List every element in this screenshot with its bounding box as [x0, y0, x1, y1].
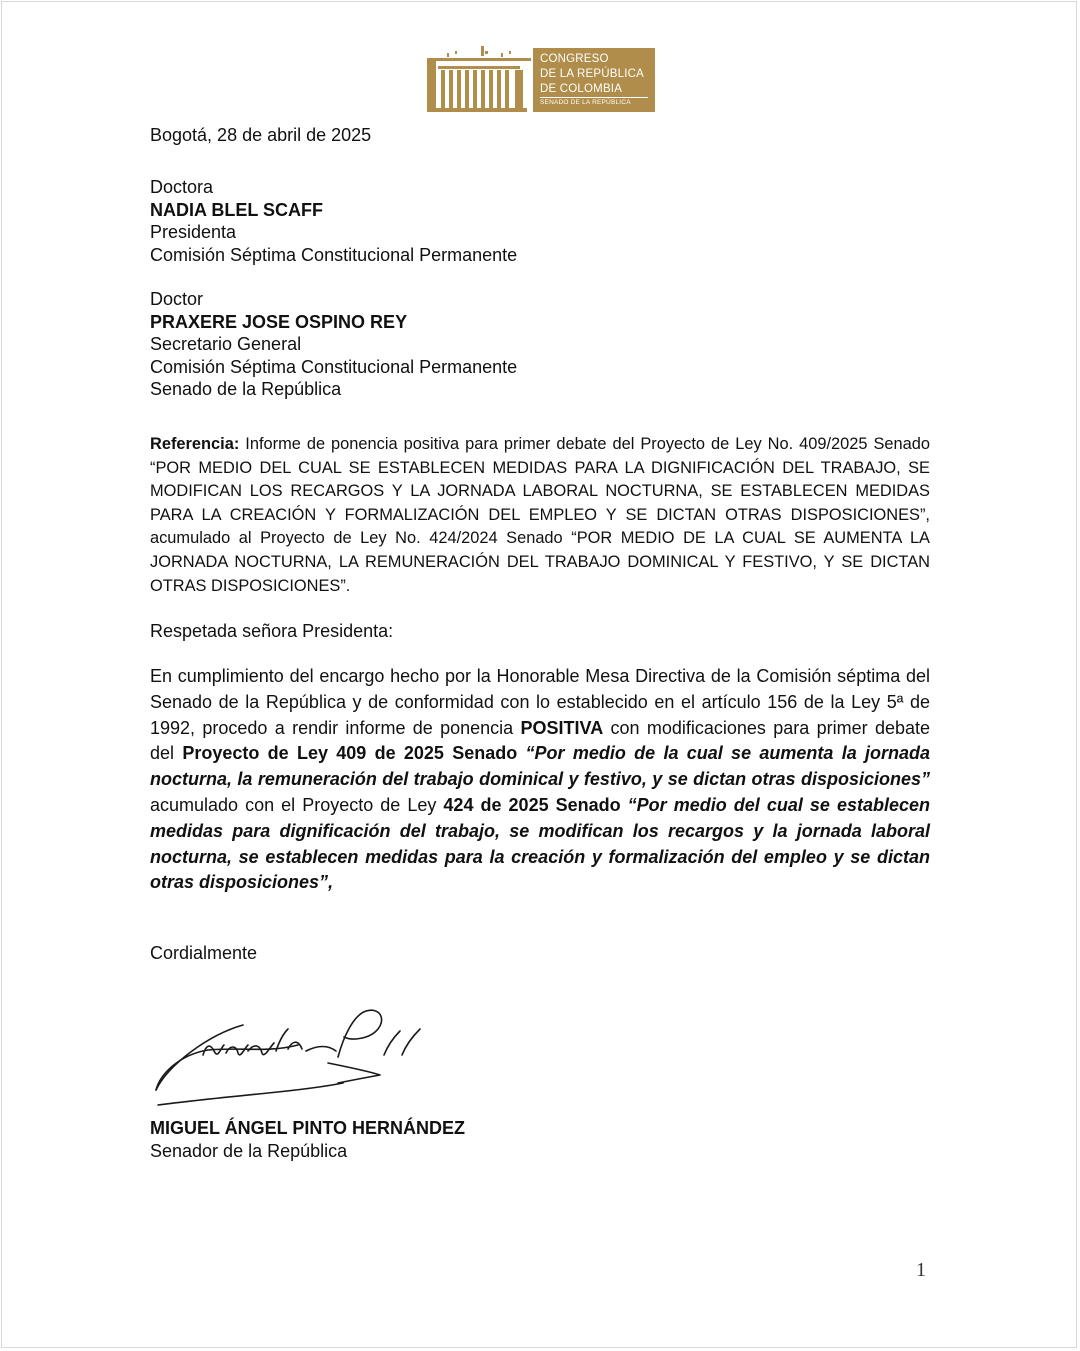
greeting: Respetada señora Presidenta: [150, 621, 394, 641]
reference-block [150, 433, 930, 598]
congress-logo-text [533, 48, 655, 112]
body-text-2: con modificaciones para primer debate del [150, 717, 930, 764]
recipient-block-2 [150, 288, 930, 401]
project-424-title: “Por medio del cual se establecen medidas para dignificación del trabajo, se modifican los recargos y la jornada laboral nocturna, se establecen medidas para la creación y formalización del empleo y se dictan otras disposiciones” [150, 794, 930, 893]
recipient-salutation: Doctora [150, 177, 214, 197]
closing: Cordialmente [150, 943, 258, 963]
body-end-punctuation: , [328, 872, 334, 893]
signer-block [150, 1117, 930, 1162]
recipient-role: Secretario General [150, 334, 302, 354]
letter-date: Bogotá, 28 de abril de 2025 [150, 125, 372, 145]
positiva-emphasis: POSITIVA [520, 717, 604, 738]
recipient-name: NADIA BLEL SCAFF [150, 199, 323, 220]
body-paragraph [150, 664, 930, 896]
signer-title: Senador de la República [150, 1140, 348, 1161]
project-409-reference: Proyecto de Ley 409 de 2025 Senado [182, 743, 518, 764]
recipient-block-1 [150, 176, 930, 266]
recipient-institution: Senado de la República [150, 379, 342, 399]
capitol-building-icon [425, 46, 531, 112]
recipient-name: PRAXERE JOSE OSPINO REY [150, 311, 408, 332]
body-text-1: En cumplimiento del encargo hecho por la Honorable Mesa Directiva de la Comisión séptima del Senado de la República y de conformidad con lo establecido en el artículo 156 de la Ley 5ª de 1992, procedo a rendir informe de ponencia [150, 666, 930, 738]
logo-subline: SENADO DE LA REPÚBLICA [540, 99, 631, 106]
body-text-3: acumulado con el Proyecto de Ley [150, 794, 444, 815]
recipient-role: Presidenta [150, 222, 237, 242]
reference-text: Informe de ponencia positiva para primer debate del Proyecto de Ley No. 409/2025 Senado “POR MEDIO DEL CUAL SE ESTABLECEN MEDIDAS PARA LA DIGNIFICACIÓN DEL TRABAJO, SE MODIFICAN LOS RECARGOS Y LA JORNADA LABORAL NOCTURNA, SE ESTABLECEN MEDIDAS PARA LA CREACIÓN Y FORMALIZACIÓN DEL EMPLEO Y SE DICTAN OTRAS DISPOSICIONES”, acumulado al Proyecto de Ley No. 424/2024 Senado “POR MEDIO DE LA CUAL SE AUMENTA LA JORNADA NOCTURNA, LA REMUNERACIÓN DEL TRABAJO DOMINICAL Y FESTIVO, Y SE DICTAN OTRAS DISPOSICIONES”. [150, 435, 931, 595]
logo-divider [540, 97, 648, 98]
recipient-body: Comisión Séptima Constitucional Permanente [150, 356, 518, 377]
recipient-body: Comisión Séptima Constitucional Permanente [150, 244, 518, 265]
logo-line-1: CONGRESO [540, 53, 609, 65]
page-number: 1 [916, 1259, 926, 1281]
project-409-title: “Por medio de la cual se aumenta la jornada nocturna, la remuneración del trabajo dominical y festivo, y se dictan otras disposiciones” [150, 743, 931, 790]
logo-line-2: DE LA REPÚBLICA [540, 68, 644, 80]
reference-label: Referencia: [150, 435, 240, 453]
recipient-salutation: Doctor [150, 289, 204, 309]
signer-name: MIGUEL ÁNGEL PINTO HERNÁNDEZ [150, 1118, 466, 1138]
handwritten-signature [148, 1005, 438, 1117]
project-424-reference: 424 de 2025 Senado [443, 794, 621, 815]
logo-line-3: DE COLOMBIA [540, 83, 623, 95]
congress-logo [425, 46, 655, 112]
